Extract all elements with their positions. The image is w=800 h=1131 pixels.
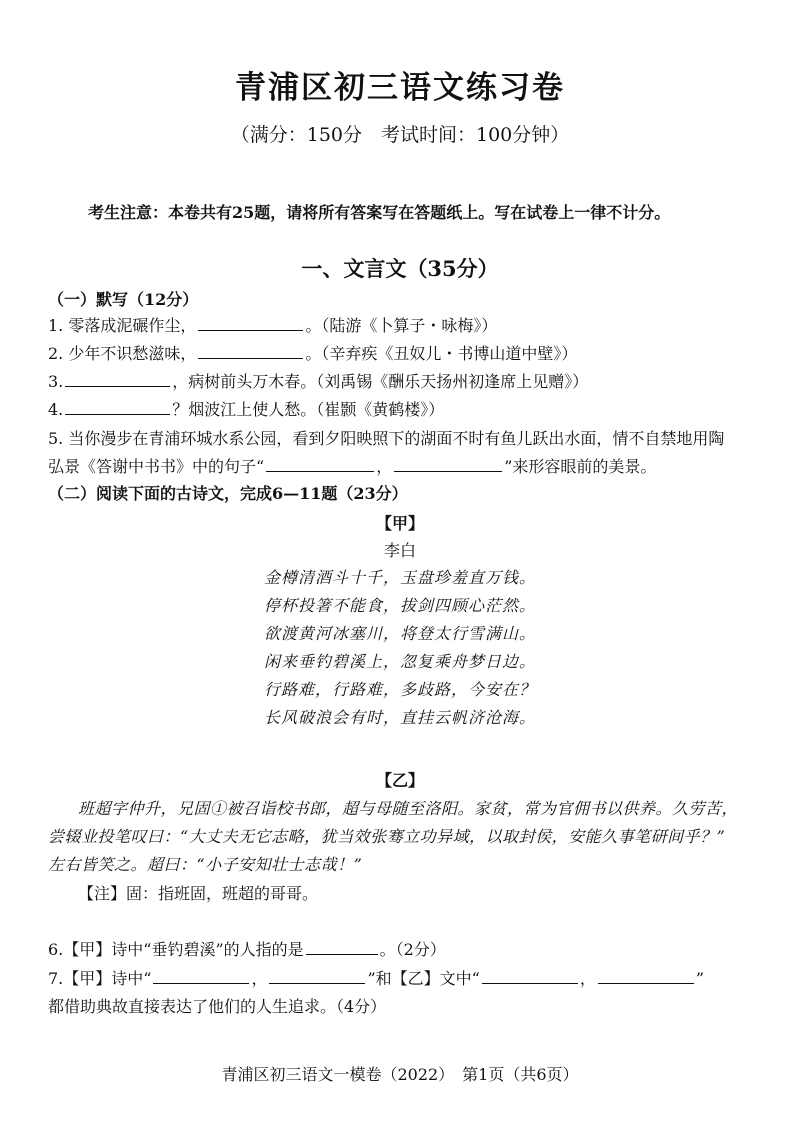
q5-text-b: ，: [376, 457, 393, 476]
q4-text-a: 4.: [48, 400, 64, 419]
q6-text-b: 。（2分）: [379, 940, 446, 959]
q1-blank: [198, 316, 303, 331]
prose-line: 班超字仲升，兄固①被召诣校书郎，超与母随至洛阳。家贫，常为官佣书以供养。久劳苦，: [78, 799, 739, 818]
prose-yi-label: 【乙】: [375, 771, 424, 790]
q2-text-a: 2. 少年不识愁滋味，: [48, 344, 197, 363]
exam-subtitle: （满分：150分 考试时间：100分钟）: [230, 124, 570, 146]
q2-text-b: 。（辛弃疾《丑奴儿・书博山道中壁》）: [305, 344, 578, 363]
question-4: [48, 397, 444, 420]
q5-text-a: 弘景《答谢中书书》中的句子“: [48, 457, 265, 476]
part2-heading: （二）阅读下面的古诗文，完成6—11题（23分）: [48, 484, 408, 503]
part1-heading: （一）默写（12分）: [48, 290, 199, 309]
prose-note: 【注】固：指班固，班超的哥哥。: [78, 884, 319, 903]
poem-line: 欲渡黄河冰塞川，将登太行雪满山。: [263, 624, 536, 643]
q6-text-a: 6.【甲】诗中“垂钓碧溪”的人指的是: [48, 940, 304, 959]
poem-jia-label: 【甲】: [375, 514, 424, 533]
question-6: [48, 937, 446, 960]
q6-blank: [306, 940, 378, 955]
q7-text-a: 7.【甲】诗中“: [48, 969, 152, 988]
exam-notice: 考生注意：本卷共有25题，请将所有答案写在答题纸上。写在试卷上一律不计分。: [88, 203, 671, 222]
q3-blank: [65, 372, 170, 387]
q7-text-d: ，: [579, 969, 596, 988]
poem-line: 金樽清酒斗十千，玉盘珍羞直万钱。: [263, 568, 536, 587]
q3-text-b: ，病树前头万木春。（刘禹锡《酬乐天扬州初逢席上见赠》）: [172, 372, 589, 391]
poem-line: 长风破浪会有时，直挂云帆济沧海。: [263, 708, 536, 727]
q5-blank-2: [394, 457, 502, 472]
question-3: [48, 369, 588, 392]
q5-blank-1: [266, 457, 374, 472]
q7-blank-1: [153, 969, 249, 984]
q1-text-b: 。（陆游《卜算子・咏梅》）: [305, 316, 498, 335]
poem-jia-author: 李白: [383, 541, 416, 560]
page-footer: 青浦区初三语文一模卷（2022） 第1页（共6页）: [221, 1065, 579, 1084]
poem-line: 停杯投箸不能食，拔剑四顾心茫然。: [263, 596, 536, 615]
poem-line: 行路难，行路难，多歧路，今安在？: [263, 680, 536, 699]
exam-title: 青浦区初三语文练习卷: [235, 70, 565, 106]
q2-blank: [198, 344, 303, 359]
q3-text-a: 3.: [48, 372, 64, 391]
question-5-line1: 5. 当你漫步在青浦环城水系公园，看到夕阳映照下的湖面不时有鱼儿跃出水面，情不自禁地用陶: [48, 429, 725, 448]
q7-text-b: ，: [251, 969, 268, 988]
poem-line: 闲来垂钓碧溪上，忽复乘舟梦日边。: [263, 652, 536, 671]
q7-blank-2: [269, 969, 365, 984]
q7-text-c: ”和【乙】文中“: [367, 969, 480, 988]
question-7-line2: 都借助典故直接表达了他们的人生追求。（4分）: [48, 997, 387, 1016]
question-7: [48, 966, 704, 989]
q5-text-c: ”来形容眼前的美景。: [504, 457, 657, 476]
prose-line: 尝辍业投笔叹曰：“大丈夫无它志略，犹当效张骞立功异域，以取封侯，安能久事笔研间乎？”: [48, 827, 726, 846]
prose-line: 左右皆笑之。超曰：“小子安知壮士志哉！”: [48, 855, 363, 874]
q7-blank-4: [598, 969, 694, 984]
question-1: [48, 313, 497, 336]
q1-text-a: 1. 零落成泥碾作尘，: [48, 316, 197, 335]
question-2: [48, 341, 577, 364]
q4-text-b: ？烟波江上使人愁。（崔颢《黄鹤楼》）: [172, 400, 445, 419]
question-5-line2: [48, 454, 656, 477]
section-title: 一、文言文（35分）: [301, 256, 499, 281]
q7-text-e: ”: [695, 969, 705, 988]
q4-blank: [65, 400, 170, 415]
q7-blank-3: [482, 969, 578, 984]
